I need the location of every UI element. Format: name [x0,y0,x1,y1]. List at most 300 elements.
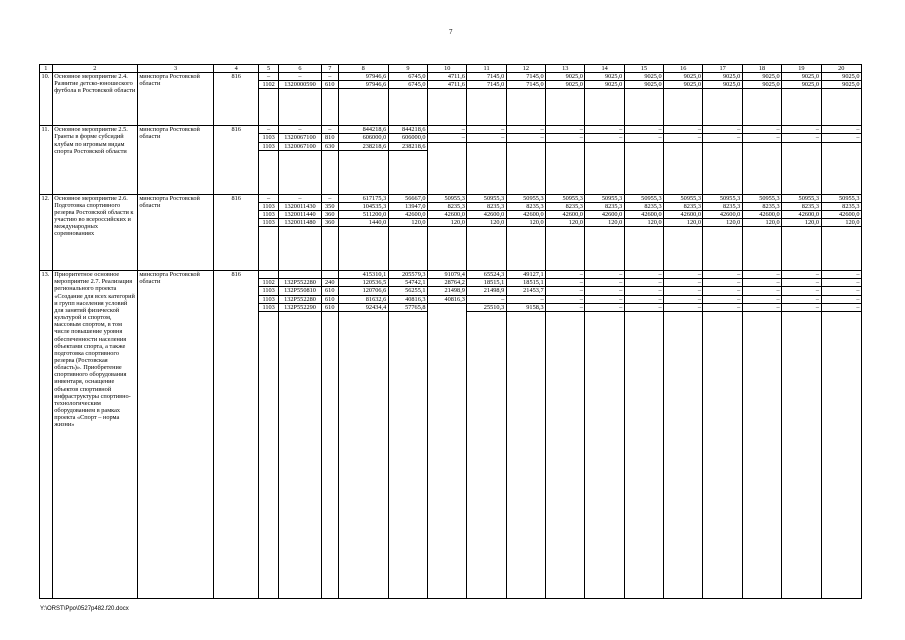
empty-cell [664,89,703,126]
amount-cell: – [821,134,861,142]
expense-type: 240 [321,279,338,287]
amount-cell: 50955,3 [821,194,861,202]
page-number: 7 [449,28,453,36]
amount-cell: – [782,134,821,142]
amount-cell: 50955,3 [742,194,781,202]
executor: минспорта Ростовской области [137,194,214,271]
empty-cell [279,89,322,126]
target-article: 1320067100 [279,134,322,142]
amount-cell: 120,0 [742,219,781,227]
amount-cell: 42600,0 [703,210,742,218]
empty-cell [782,311,821,598]
column-number: 8 [338,65,388,73]
amount-cell: – [742,271,781,279]
amount-cell: – [742,287,781,295]
target-article: 1320011480 [279,219,322,227]
column-number: 2 [52,65,137,73]
amount-cell: 120,0 [467,219,506,227]
amount-cell: 50955,3 [585,194,624,202]
empty-cell [703,89,742,126]
column-number: 7 [321,65,338,73]
amount-cell: 56667,0 [388,194,427,202]
amount-cell: 21498,9 [467,287,506,295]
grbs-code: 816 [214,194,259,271]
amount-cell: – [467,134,506,142]
amount-cell: – [782,303,821,311]
amount-cell: – [624,295,663,303]
grbs-code: 816 [214,73,259,126]
column-number: 12 [506,65,545,73]
amount-cell: 40816,3 [388,295,427,303]
column-number-row [40,65,862,73]
target-article: 1320011440 [279,210,322,218]
amount-cell: – [467,126,506,134]
file-path-footer: Y:\ORST\Ppo\0527p482.f20.docx [40,606,129,612]
amount-cell: 8235,3 [664,202,703,210]
amount-cell: – [546,279,585,287]
amount-cell: – [782,287,821,295]
expense-type: 610 [321,81,338,89]
section-code: 1103 [259,134,279,142]
empty-cell [624,227,663,271]
amount-cell: 9025,0 [703,81,742,89]
expense-type [321,271,338,279]
amount-cell: – [585,134,624,142]
amount-cell: – [821,287,861,295]
amount-cell: – [546,295,585,303]
empty-cell [506,89,545,126]
budget-table [39,64,862,599]
empty-cell [259,150,279,194]
amount-cell: 50955,3 [782,194,821,202]
amount-cell: 8235,3 [506,202,545,210]
expense-type: 360 [321,210,338,218]
empty-cell [506,227,545,271]
amount-cell: – [585,303,624,311]
empty-cell [428,89,467,126]
amount-cell: 6745,0 [388,81,427,89]
amount-cell [624,142,663,150]
amount-cell: 8235,3 [624,202,663,210]
amount-cell: 42600,0 [624,210,663,218]
column-number: 6 [279,65,322,73]
amount-cell [821,142,861,150]
amount-cell: – [703,295,742,303]
target-article: 132P552290 [279,303,322,311]
amount-cell: 120,0 [664,219,703,227]
amount-cell: 9025,0 [624,81,663,89]
amount-cell: – [506,295,545,303]
section-code: 1103 [259,219,279,227]
table-row [40,271,862,279]
amount-cell: – [782,126,821,134]
amount-cell: 7145,0 [467,81,506,89]
amount-cell: 104535,3 [338,202,388,210]
empty-cell [506,150,545,194]
empty-cell [742,150,781,194]
amount-cell: – [742,279,781,287]
amount-cell: 21453,7 [506,287,545,295]
amount-cell: 7145,0 [506,73,545,81]
amount-cell: 9025,0 [585,73,624,81]
amount-cell: 120,0 [821,219,861,227]
amount-cell: 120,0 [506,219,545,227]
amount-cell: – [624,287,663,295]
amount-cell: 40816,3 [428,295,467,303]
column-number: 14 [585,65,624,73]
amount-cell: 606000,0 [338,134,388,142]
amount-cell: – [428,126,467,134]
section-code: 1102 [259,81,279,89]
empty-cell [321,311,338,598]
empty-cell [338,227,388,271]
item-number: 11. [40,126,53,194]
column-number: 19 [782,65,821,73]
amount-cell: 120536,5 [338,279,388,287]
empty-cell [259,311,279,598]
target-article: 132P550810 [279,287,322,295]
empty-cell [624,150,663,194]
amount-cell: 42600,0 [664,210,703,218]
amount-cell: – [782,295,821,303]
empty-cell [428,311,467,598]
amount-cell: 9158,3 [506,303,545,311]
empty-cell [388,150,427,194]
empty-cell [467,311,506,598]
column-number: 17 [703,65,742,73]
amount-cell: 42600,0 [821,210,861,218]
amount-cell: 606000,0 [388,134,427,142]
amount-cell: – [546,287,585,295]
amount-cell: 50955,3 [664,194,703,202]
amount-cell [585,142,624,150]
amount-cell: 65524,3 [467,271,506,279]
amount-cell: 18515,1 [506,279,545,287]
amount-cell: 50955,3 [428,194,467,202]
amount-cell: – [664,295,703,303]
empty-cell [338,311,388,598]
amount-cell: 50955,3 [703,194,742,202]
amount-cell: 8235,3 [703,202,742,210]
amount-cell: – [782,279,821,287]
target-article: – [279,194,322,202]
column-number: 18 [742,65,781,73]
amount-cell: 9025,0 [664,81,703,89]
empty-cell [742,227,781,271]
column-number: 4 [214,65,259,73]
amount-cell: – [664,271,703,279]
amount-cell: – [546,271,585,279]
amount-cell: 120,0 [428,219,467,227]
amount-cell: – [585,287,624,295]
empty-cell [664,311,703,598]
amount-cell: 9025,0 [782,81,821,89]
empty-cell [321,89,338,126]
section-code: – [259,126,279,134]
empty-cell [585,150,624,194]
empty-cell [428,227,467,271]
amount-cell: 205579,3 [388,271,427,279]
amount-cell: 92434,4 [338,303,388,311]
amount-cell: – [742,126,781,134]
amount-cell: – [585,271,624,279]
empty-cell [821,89,861,126]
empty-cell [703,227,742,271]
amount-cell: – [624,134,663,142]
amount-cell: 6745,0 [388,73,427,81]
empty-cell [546,150,585,194]
amount-cell: – [546,126,585,134]
amount-cell: 120,0 [388,219,427,227]
amount-cell: 415310,1 [338,271,388,279]
empty-cell [546,89,585,126]
amount-cell: – [821,271,861,279]
amount-cell: – [624,279,663,287]
amount-cell: – [664,126,703,134]
amount-cell [546,142,585,150]
table-row [40,194,862,202]
amount-cell: 8235,3 [821,202,861,210]
empty-cell [321,150,338,194]
empty-cell [467,150,506,194]
measure-name: Основное мероприятие 2.6. Подготовка спортивного резерва Ростовской области к участию во всероссийских и международных соревнованиях [52,194,137,271]
expense-type: 360 [321,219,338,227]
amount-cell: 9025,0 [546,73,585,81]
amount-cell: 42600,0 [428,210,467,218]
amount-cell: – [664,134,703,142]
amount-cell: – [703,126,742,134]
section-code: 1102 [259,279,279,287]
empty-cell [388,227,427,271]
expense-type: 630 [321,142,338,150]
amount-cell: 238218,6 [388,142,427,150]
target-article: – [279,126,322,134]
empty-cell [467,89,506,126]
target-article: 1320000590 [279,81,322,89]
amount-cell: 9025,0 [624,73,663,81]
amount-cell: 50955,3 [506,194,545,202]
amount-cell [703,142,742,150]
amount-cell: 25510,3 [467,303,506,311]
target-article [279,271,322,279]
section-code: 1103 [259,210,279,218]
amount-cell: 50955,3 [546,194,585,202]
empty-cell [279,311,322,598]
empty-cell [782,89,821,126]
empty-cell [585,89,624,126]
item-number: 10. [40,73,53,126]
amount-cell: – [506,134,545,142]
amount-cell: 9025,0 [782,73,821,81]
empty-cell [338,150,388,194]
amount-cell: 50955,3 [624,194,663,202]
empty-cell [782,150,821,194]
amount-cell: – [428,134,467,142]
section-code: – [259,194,279,202]
column-number: 16 [664,65,703,73]
amount-cell: – [742,295,781,303]
expense-type: – [321,126,338,134]
amount-cell: – [742,134,781,142]
expense-type: 810 [321,134,338,142]
amount-cell: – [585,279,624,287]
amount-cell [782,142,821,150]
amount-cell [742,142,781,150]
empty-cell [703,150,742,194]
item-number: 12. [40,194,53,271]
amount-cell: – [703,303,742,311]
empty-cell [388,311,427,598]
amount-cell: – [782,271,821,279]
empty-cell [624,311,663,598]
amount-cell: – [703,134,742,142]
amount-cell [428,142,467,150]
amount-cell: – [821,279,861,287]
empty-cell [467,227,506,271]
amount-cell: – [703,279,742,287]
amount-cell: 9025,0 [664,73,703,81]
column-number: 10 [428,65,467,73]
empty-cell [624,89,663,126]
section-code: – [259,73,279,81]
empty-cell [782,227,821,271]
amount-cell: 42600,0 [388,210,427,218]
amount-cell: 4711,6 [428,73,467,81]
amount-cell: – [664,279,703,287]
empty-cell [279,227,322,271]
amount-cell: 511200,0 [338,210,388,218]
grbs-code: 816 [214,126,259,194]
amount-cell: 42600,0 [585,210,624,218]
amount-cell: – [821,295,861,303]
item-number: 13. [40,271,53,599]
amount-cell: 42600,0 [742,210,781,218]
empty-cell [703,311,742,598]
amount-cell: 57765,8 [388,303,427,311]
column-number: 11 [467,65,506,73]
amount-cell: 8235,3 [742,202,781,210]
amount-cell: – [703,287,742,295]
amount-cell: 91079,4 [428,271,467,279]
amount-cell: – [664,303,703,311]
empty-cell [821,227,861,271]
amount-cell: 9025,0 [742,81,781,89]
table-row [40,126,862,134]
executor: минспорта Ростовской области [137,271,214,599]
amount-cell: 81632,6 [338,295,388,303]
amount-cell: 120,0 [624,219,663,227]
expense-type: – [321,194,338,202]
amount-cell: 50955,3 [467,194,506,202]
amount-cell: 9025,0 [546,81,585,89]
amount-cell [664,142,703,150]
measure-name: Приоритетное основное мероприятие 2.7. Реализация регионального проекта «Создание для всех категорий и групп населения условий для занятий физической культурой и спортом, массовым спортом, в том числе повышение уровня обеспеченности населения объектами спорта, а также подготовка спортивного резерва (Ростовская область)». Приобретение спортивного оборудования инвентаря, оснащение объектов спортивной инфраструктуры спортивно-технологическим оборудованием в рамках проекта «Спорт – норма жизни» [52,271,137,599]
amount-cell: 18515,1 [467,279,506,287]
measure-name: Основное мероприятие 2.4. Развитие детско-юношеского футбола в Ростовской области [52,73,137,126]
measure-name: Основное мероприятие 2.5. Гранты в форме субсидий клубам по игровым видам спорта Ростовской области [52,126,137,194]
amount-cell: 9025,0 [703,73,742,81]
section-code: 1103 [259,142,279,150]
expense-type: – [321,73,338,81]
expense-type: 350 [321,202,338,210]
amount-cell: 120,0 [782,219,821,227]
amount-cell: – [546,303,585,311]
amount-cell: – [585,126,624,134]
empty-cell [821,150,861,194]
amount-cell: 9025,0 [821,81,861,89]
amount-cell: 238218,6 [338,142,388,150]
amount-cell [506,142,545,150]
empty-cell [585,227,624,271]
empty-cell [585,311,624,598]
amount-cell: – [664,287,703,295]
amount-cell: 8235,3 [585,202,624,210]
empty-cell [321,227,338,271]
amount-cell: 13947,0 [388,202,427,210]
amount-cell: – [546,134,585,142]
empty-cell [546,311,585,598]
column-number: 13 [546,65,585,73]
target-article: 1320011430 [279,202,322,210]
amount-cell: 97946,6 [338,81,388,89]
amount-cell: 120,0 [585,219,624,227]
empty-cell [664,227,703,271]
amount-cell: 97946,6 [338,73,388,81]
expense-type: 610 [321,303,338,311]
empty-cell [338,89,388,126]
amount-cell: 1440,0 [338,219,388,227]
amount-cell: 7145,0 [506,81,545,89]
amount-cell: 42600,0 [782,210,821,218]
amount-cell: – [585,295,624,303]
amount-cell: – [821,126,861,134]
executor: минспорта Ростовской области [137,73,214,126]
amount-cell: 49127,1 [506,271,545,279]
amount-cell: – [624,303,663,311]
target-article: 132P552280 [279,279,322,287]
amount-cell: 21498,9 [428,287,467,295]
amount-cell: 8235,3 [428,202,467,210]
section-code: 1103 [259,202,279,210]
amount-cell: 844218,6 [388,126,427,134]
amount-cell: 42600,0 [506,210,545,218]
column-number: 1 [40,65,53,73]
amount-cell: – [742,303,781,311]
empty-cell [546,227,585,271]
expense-type: 610 [321,295,338,303]
amount-cell: 617175,3 [338,194,388,202]
empty-cell [388,89,427,126]
amount-cell: – [703,271,742,279]
amount-cell: 42600,0 [467,210,506,218]
empty-cell [821,311,861,598]
empty-cell [428,150,467,194]
amount-cell: 4711,6 [428,81,467,89]
empty-cell [664,150,703,194]
column-number: 5 [259,65,279,73]
empty-cell [279,150,322,194]
expense-type: 610 [321,287,338,295]
amount-cell: 9025,0 [821,73,861,81]
empty-cell [259,227,279,271]
target-article: – [279,73,322,81]
amount-cell [428,303,467,311]
section-code: 1103 [259,295,279,303]
amount-cell: 8235,3 [782,202,821,210]
amount-cell: 8235,3 [546,202,585,210]
target-article: 1320067100 [279,142,322,150]
empty-cell [742,311,781,598]
